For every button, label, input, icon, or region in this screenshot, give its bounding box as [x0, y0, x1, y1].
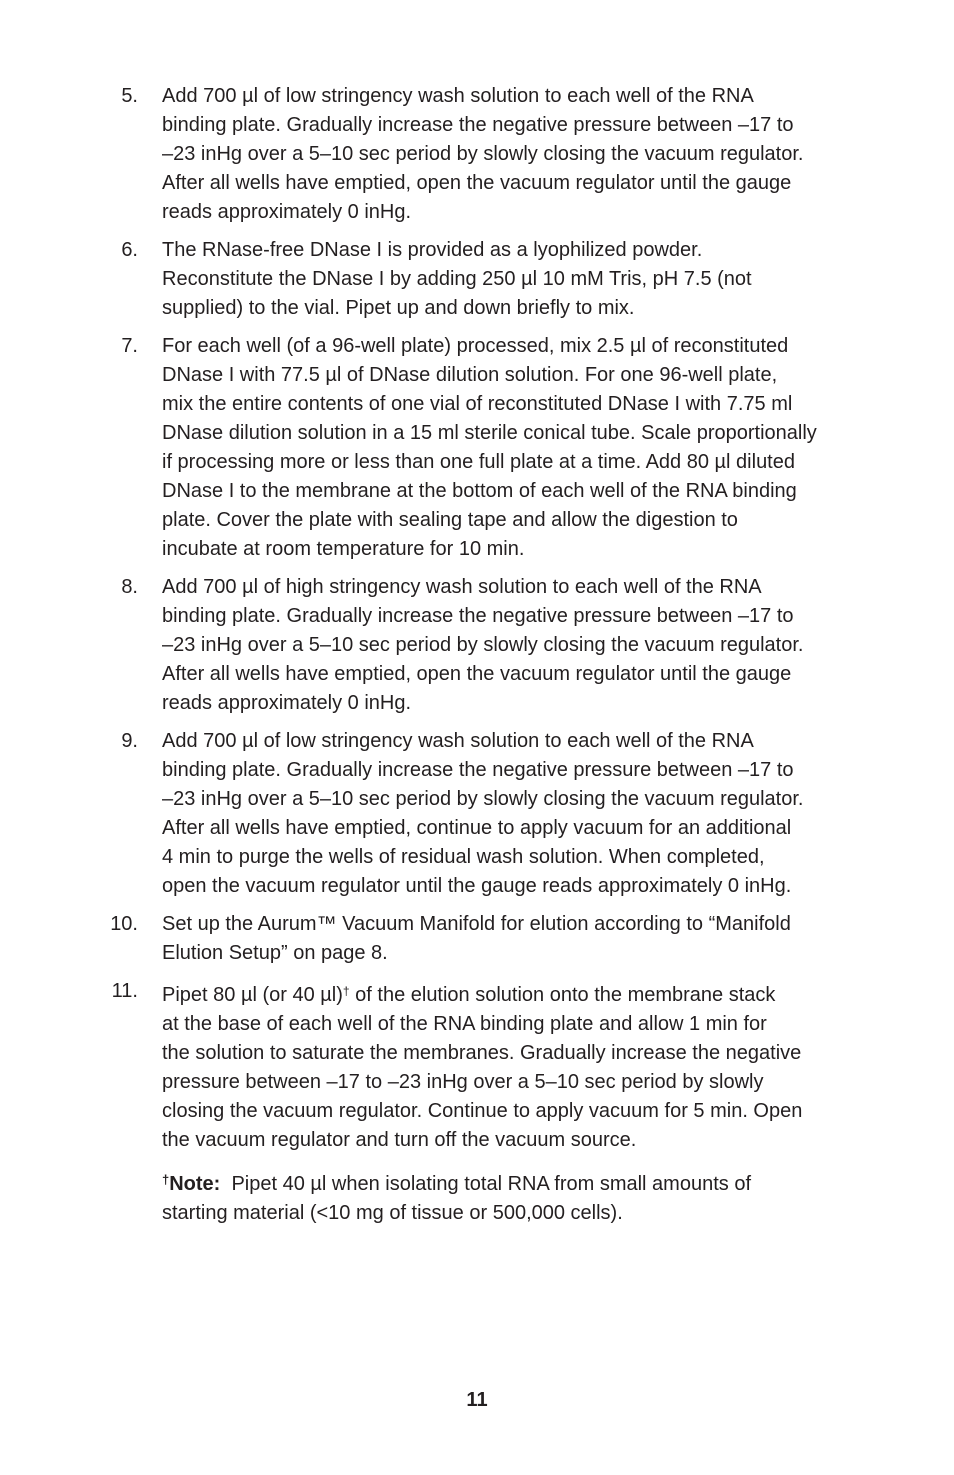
step-text	[162, 82, 862, 227]
step-9	[0, 727, 954, 901]
step-text	[162, 910, 862, 968]
note-text: Pipet 40 µl when isolating total RNA from small amounts of	[220, 1173, 751, 1195]
text-line: –23 inHg over a 5–10 sec period by slowly closing the vacuum regulator.	[162, 143, 804, 165]
text-line: The RNase-free DNase I is provided as a lyophilized powder.	[162, 239, 703, 261]
step-number: 8.	[121, 576, 138, 598]
text-line: supplied) to the vial. Pipet up and down briefly to mix.	[162, 297, 635, 319]
step-number: 9.	[121, 730, 138, 752]
text-line: reads approximately 0 inHg.	[162, 692, 412, 714]
text-line: at the base of each well of the RNA binding plate and allow 1 min for	[162, 1013, 767, 1035]
text-line: DNase I with 77.5 µl of DNase dilution solution. For one 96-well plate,	[162, 364, 778, 386]
dagger-footnote-marker: †	[162, 1172, 170, 1187]
text-line: Elution Setup” on page 8.	[162, 942, 388, 964]
step-8	[0, 573, 954, 718]
text-line: After all wells have emptied, open the vacuum regulator until the gauge	[162, 172, 792, 194]
step-11	[0, 977, 954, 1155]
text-line	[162, 1165, 862, 1199]
document-body	[0, 82, 954, 1228]
step-text	[162, 332, 862, 564]
step-number: 7.	[121, 335, 138, 357]
text-line: mix the entire contents of one vial of reconstituted DNase I with 7.75 ml	[162, 393, 793, 415]
text-line	[162, 977, 862, 1010]
step-5	[0, 82, 954, 227]
step-10	[0, 910, 954, 968]
text-fragment: of the elution solution onto the membrane stack	[349, 984, 776, 1006]
dagger-footnote-marker: †	[342, 984, 350, 998]
text-line: For each well (of a 96-well plate) processed, mix 2.5 µl of reconstituted	[162, 335, 789, 357]
text-line: DNase I to the membrane at the bottom of each well of the RNA binding	[162, 480, 797, 502]
text-line: binding plate. Gradually increase the negative pressure between –17 to	[162, 759, 794, 781]
text-line: After all wells have emptied, continue to apply vacuum for an additional	[162, 817, 792, 839]
text-line: Add 700 µl of high stringency wash solution to each well of the RNA	[162, 576, 762, 598]
step-number: 5.	[121, 85, 138, 107]
text-line: the solution to saturate the membranes. Gradually increase the negative	[162, 1042, 802, 1064]
text-line: –23 inHg over a 5–10 sec period by slowly closing the vacuum regulator.	[162, 634, 804, 656]
step-number: 10.	[110, 913, 138, 935]
text-line: closing the vacuum regulator. Continue to apply vacuum for 5 min. Open	[162, 1100, 803, 1122]
text-line: if processing more or less than one full plate at a time. Add 80 µl diluted	[162, 451, 795, 473]
text-line: Reconstitute the DNase I by adding 250 µl 10 mM Tris, pH 7.5 (not	[162, 268, 752, 290]
text-line: incubate at room temperature for 10 min.	[162, 538, 525, 560]
text-line: –23 inHg over a 5–10 sec period by slowly closing the vacuum regulator.	[162, 788, 804, 810]
text-line: open the vacuum regulator until the gauge reads approximately 0 inHg.	[162, 875, 792, 897]
step-6	[0, 236, 954, 323]
step-text	[162, 573, 862, 718]
text-line: DNase dilution solution in a 15 ml sterile conical tube. Scale proportionally	[162, 422, 817, 444]
step-number: 6.	[121, 239, 138, 261]
footnote	[162, 1165, 862, 1228]
step-text	[162, 977, 862, 1155]
text-line: plate. Cover the plate with sealing tape and allow the digestion to	[162, 509, 738, 531]
text-line: Add 700 µl of low stringency wash solution to each well of the RNA	[162, 85, 754, 107]
text-line: starting material (<10 mg of tissue or 500,000 cells).	[162, 1202, 623, 1224]
text-fragment: Pipet 80 µl (or 40 µl)	[162, 984, 343, 1006]
step-text	[162, 236, 862, 323]
step-7	[0, 332, 954, 564]
note-label: Note:	[169, 1173, 221, 1195]
step-number: 11.	[111, 980, 138, 1002]
text-line: 4 min to purge the wells of residual wash solution. When completed,	[162, 846, 765, 868]
text-line: binding plate. Gradually increase the negative pressure between –17 to	[162, 114, 794, 136]
text-line: Set up the Aurum™ Vacuum Manifold for elution according to “Manifold	[162, 913, 791, 935]
text-line: reads approximately 0 inHg.	[162, 201, 412, 223]
text-line: After all wells have emptied, open the vacuum regulator until the gauge	[162, 663, 792, 685]
text-line: binding plate. Gradually increase the negative pressure between –17 to	[162, 605, 794, 627]
text-line: the vacuum regulator and turn off the vacuum source.	[162, 1129, 637, 1151]
text-line: pressure between –17 to –23 inHg over a 5–10 sec period by slowly	[162, 1071, 764, 1093]
step-text	[162, 727, 862, 901]
page-number: 11	[466, 1389, 488, 1411]
text-line: Add 700 µl of low stringency wash solution to each well of the RNA	[162, 730, 754, 752]
